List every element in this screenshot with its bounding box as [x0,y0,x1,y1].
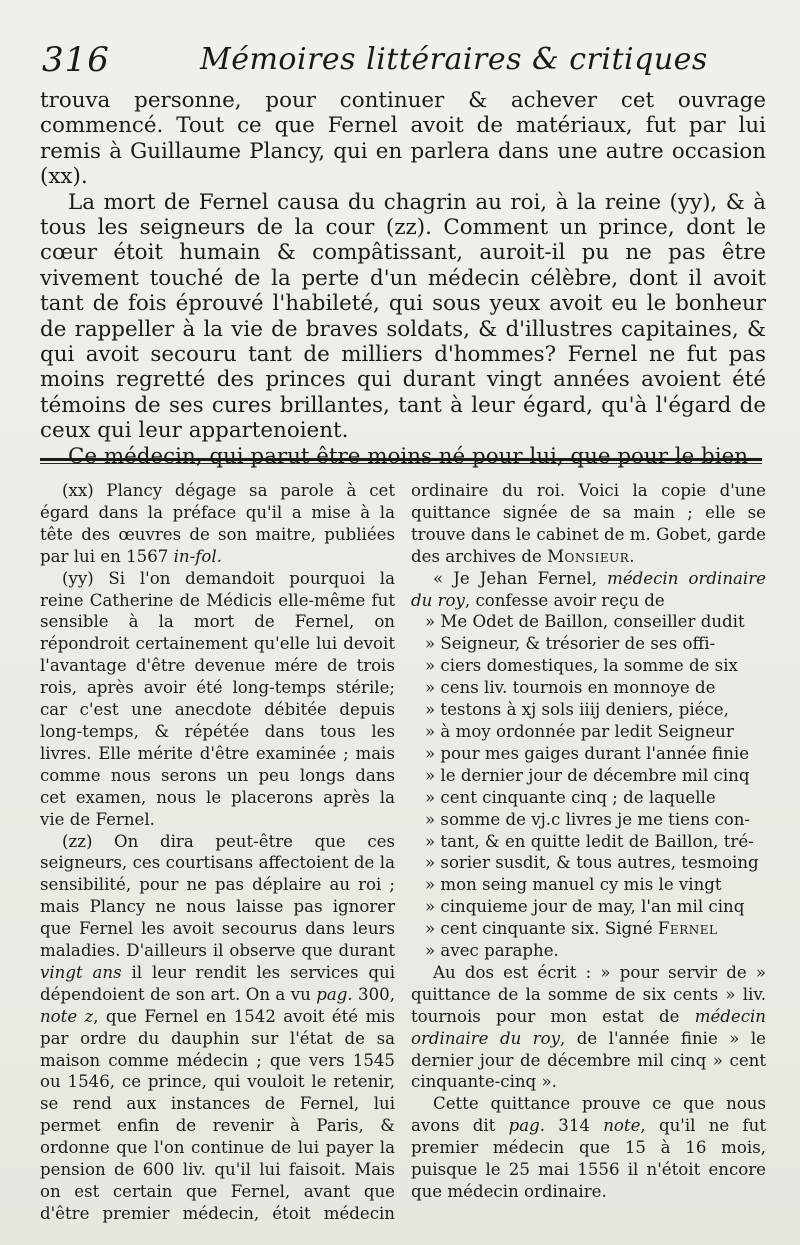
quote-line: » mon seing manuel cy mis le vingt [425,875,722,895]
quote-line: » pour mes gaiges durant l'année finie [425,743,750,763]
quote-line: » Me Odet de Baillon, conseiller dudit [425,612,745,632]
quote-line: » cent cinquante cinq ; de laquelle [425,787,716,807]
quote-line: » cinquieme jour de may, l'an mil cinq [425,897,745,917]
footnote-separator-rule [40,458,762,461]
page-number: 316 [42,40,110,80]
main-paragraph-2: La mort de Fernel causa du chagrin au roi, à la reine (yy), & à tous les seigneurs de la cour (zz). Comment un prince, dont le cœur étoit humain & compâtissant, auroit-il pu ne pas être vivement touché de la perte d'un médecin célèbre, dont il avoit tant de fois éprouvé l'habileté, qui sous yeux avoit eu le bonheur de rappeller à la vie de braves soldats, & d'illustres capitaines, & qui avoit secouru tant de milliers d'hommes? Fernel ne fut pas moins regretté des princes qui durant vingt années avoient été témoins de ses cures brillantes, tant à leur égard, qu'à l'égard de ceux qui leur appartenoient. [40,189,766,444]
quote-line: » le dernier jour de décembre mil cinq [425,765,750,785]
receipt-quotation [411,568,766,962]
main-paragraph-3: Ce médecin, qui parut être moins né pour lui, que pour le bien [68,443,748,469]
quote-line: » tant, & en quitte ledit de Baillon, tré- [425,831,754,851]
quote-line: » cent cinquante six. Signé Fernel [425,919,718,939]
quote-line: » Seigneur, & trésorier de ses offi- [425,634,716,654]
footnote-xx: (xx) Plancy dégage sa parole à cet égard dans la préface qu'il a mise à la tête des œuvres de son maitre, publiées par lui en 1567 in-fol. [40,481,395,566]
main-text-block [40,88,766,469]
main-paragraph-1: trouva personne, pour continuer & achever cet ouvrage commencé. Tout ce que Fernel avoit de matériaux, fut par lui remis à Guillaume Plancy, qui en parlera dans une autre occasion (xx). [40,88,766,190]
quote-line: » cens liv. tournois en monnoye de [425,678,716,698]
receipt-back-note: Au dos est écrit : » pour servir de » quittance de la somme de six cents » liv. tournois pour mon estat de médecin ordinaire du roy, de l'année finie » le dernier jour de décembre mil cinq » cent cinquante-cinq ». [411,962,766,1092]
quote-line: » avec paraphe. [425,941,559,961]
quote-line: » ciers domestiques, la somme de six [425,656,738,676]
quote-line: » à moy ordonnée par ledit Seigneur [425,721,734,741]
quote-line: « Je Jehan Fernel, médecin ordinaire du roy, confesse avoir reçu de [411,568,766,610]
running-title: Mémoires littéraires & critiques [200,42,708,77]
page-header [40,40,780,86]
quote-line: » sorier susdit, & tous autres, tesmoing [425,853,759,873]
closing-note: Cette quittance prouve ce que nous avons dit pag. 314 note, qu'il ne fut premier médecin que 15 à 16 mois, puisque le 25 mai 1556 il n'étoit encore que médecin ordinaire. [411,1094,766,1201]
footnotes-columns [40,480,766,1230]
quote-line: » somme de vj.c livres je me tiens con- [425,809,751,829]
quote-line: » testons à xj sols iiij deniers, piéce, [425,700,729,720]
footnote-zz: (zz) On dira peut-être que ces seigneurs, ces courtisans affectoient de la sensibilité, pour ne pas déplaire au roi ; mais Plancy ne nous laisse pas ignorer que Fernel les avoit secourus dans leurs maladies. D'ailleurs il observe que durant vingt ans il leur rendit les services qui dépendoient de son art. On a vu pag. 300, note z, que Fernel en 1542 avoit été mis par ordre du dauphin sur l'état de sa maison comme médecin ; que vers 1545 ou 1546, ce prince, qui vouloit le retenir, se rend aux instances de Fernel, lui permet enfin de revenir à Paris, & ordonne que l'on continue de lui payer la pension de 600 liv. qu'il lui faisoit. Mais on est certain que Fernel, avant que d'être premier médecin, étoit médecin ordinaire du roi. Voici la copie d'une quittance signée de sa main ; elle se trouve dans le cabinet de m. Gobet, garde des archives de Monsieur. [40,481,766,1223]
footnote-yy: (yy) Si l'on demandoit pourquoi la reine Catherine de Médicis elle-même fut sensible à la mort de Fernel, on répondroit certainement qu'elle lui devoit l'avantage d'être devenue mére de trois rois, après avoir été long-temps stérile; car c'est une anecdote débitée depuis long-temps, & répétée dans tous les livres. Elle mérite d'être examinée ; mais comme nous serons un peu longs dans cet examen, nous le placerons après la vie de Fernel. [40,568,395,829]
